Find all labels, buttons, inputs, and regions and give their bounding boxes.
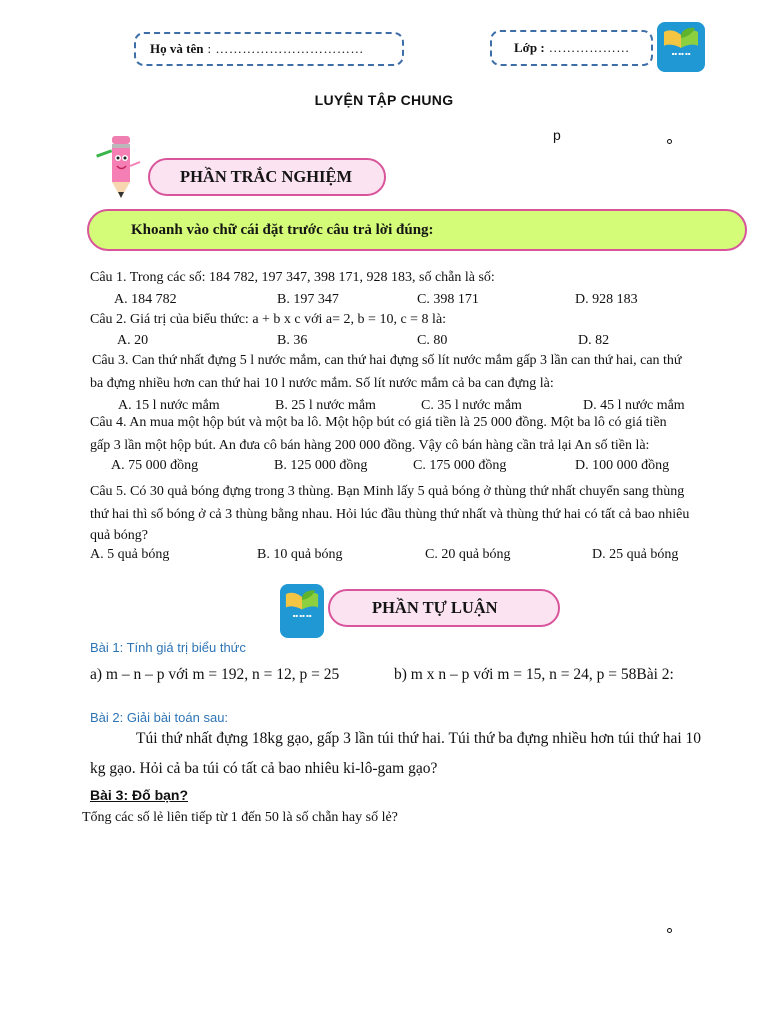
page-title: LUYỆN TẬP CHUNG [314, 92, 454, 108]
question-4-option-D[interactable]: D. 100 000 đồng [575, 458, 670, 473]
question-1-option-D[interactable]: D. 928 183 [575, 292, 638, 307]
name-blank: : …………………………… [207, 41, 364, 56]
question-4-line-1: Câu 4. An mua một hộp bút và một ba lô. Một hộp bút có giá tiền là 25 000 đồng. Một ba lô có giá tiền [90, 415, 667, 430]
question-3-line-2: ba đựng nhiều hơn can thứ hai 10 l nước mắm. Số lít nước mắm cả ba can đựng là: [90, 376, 554, 391]
question-1-option-C[interactable]: C. 398 171 [417, 292, 479, 307]
question-3-option-C[interactable]: C. 35 l nước mắm [421, 398, 522, 413]
question-2-option-D[interactable]: D. 82 [578, 333, 610, 348]
question-2-option-A[interactable]: A. 20 [117, 333, 149, 348]
logo-text-art-2: ▪▪ ▪▪ ▪▪ [292, 613, 312, 618]
question-4-option-B[interactable]: B. 125 000 đồng [274, 458, 368, 473]
section-essay-title: PHẦN TỰ LUẬN [372, 598, 498, 617]
section-multiple-choice-banner [148, 158, 386, 196]
section-multiple-choice-title: PHẦN TRẮC NGHIỆM [180, 167, 353, 186]
bai3-heading: Bài 3: Đố bạn? [90, 787, 189, 803]
logo-book-leaf-icon [657, 22, 705, 72]
question-5-option-D[interactable]: D. 25 quả bóng [592, 547, 679, 562]
class-label: Lớp : [514, 40, 545, 55]
name-field-box[interactable] [134, 32, 404, 66]
stray-dot-top [667, 139, 672, 144]
bai3-text: Tổng các số lẻ liên tiếp từ 1 đến 50 là số chẵn hay số lẻ? [82, 810, 398, 825]
question-3-line-1: Câu 3. Can thứ nhất đựng 5 l nước mắm, can thứ hai đựng số lít nước mắm gấp 3 lần can thứ hai, can thứ [92, 353, 682, 368]
instruction-text: Khoanh vào chữ cái đặt trước câu trả lời đúng: [131, 221, 434, 238]
bai2-line2: kg gạo. Hỏi cả ba túi có tất cả bao nhiêu ki-lô-gam gạo? [90, 760, 438, 777]
bai2-heading: Bài 2: Giải bài toán sau: [90, 710, 229, 725]
bai1-part-a: a) m – n – p với m = 192, n = 12, p = 25 [90, 666, 340, 683]
logo-book-leaf-icon-2 [280, 584, 324, 638]
stray-dot-bottom [667, 928, 672, 933]
logo-text-art: ▪▪ ▪▪ ▪▪ [671, 51, 691, 56]
name-label: Họ và tên [150, 41, 204, 56]
bai1-part-b: b) m x n – p với m = 15, n = 24, p = 58Bài 2: [394, 666, 674, 683]
question-1-option-A[interactable]: A. 184 782 [114, 292, 177, 307]
question-4-line-2: gấp 3 lần một hộp bút. An đưa cô bán hàng 200 000 đồng. Vậy cô bán hàng cần trả lại An số tiền là: [90, 438, 650, 453]
question-5-option-A[interactable]: A. 5 quả bóng [90, 547, 170, 562]
question-1-line-1: Câu 1. Trong các số: 184 782, 197 347, 398 171, 928 183, số chẵn là số: [90, 270, 495, 285]
question-4-option-C[interactable]: C. 175 000 đồng [413, 458, 507, 473]
question-5-line-2: thứ hai thì số bóng ở cả 3 thùng bằng nhau. Hỏi lúc đầu thùng thứ nhất và thùng thứ hai có tất cả bao nhiêu [90, 507, 690, 522]
question-4-option-A[interactable]: A. 75 000 đồng [111, 458, 199, 473]
question-5-line-1: Câu 5. Có 30 quả bóng đựng trong 3 thùng. Bạn Minh lấy 5 quả bóng ở thùng thứ nhất chuyển sang thùng [90, 484, 685, 499]
question-1-option-B[interactable]: B. 197 347 [277, 292, 339, 307]
class-field-box[interactable] [490, 30, 653, 66]
question-3-option-D[interactable]: D. 45 l nước mắm [583, 398, 685, 413]
question-5-option-B[interactable]: B. 10 quả bóng [257, 547, 343, 562]
bai2-line1: Túi thứ nhất đựng 18kg gạo, gấp 3 lần túi thứ hai. Túi thứ ba đựng nhiều hơn túi thứ hai 10 [136, 730, 702, 747]
stray-letter: p [553, 127, 561, 143]
question-2-line-1: Câu 2. Giá trị của biểu thức: a + b x c với a= 2, b = 10, c = 8 là: [90, 312, 447, 327]
question-3-option-A[interactable]: A. 15 l nước mắm [118, 398, 220, 413]
pencil-mascot-icon [92, 132, 148, 207]
question-2-option-B[interactable]: B. 36 [277, 333, 308, 348]
instruction-banner [87, 209, 747, 251]
question-3-option-B[interactable]: B. 25 l nước mắm [275, 398, 376, 413]
question-2-option-C[interactable]: C. 80 [417, 333, 448, 348]
section-essay-banner [328, 589, 560, 627]
class-blank: ……………… [548, 40, 630, 55]
question-5-line-3: quả bóng? [90, 528, 148, 543]
question-5-option-C[interactable]: C. 20 quả bóng [425, 547, 511, 562]
bai1-heading: Bài 1: Tính giá trị biểu thức [90, 640, 246, 655]
